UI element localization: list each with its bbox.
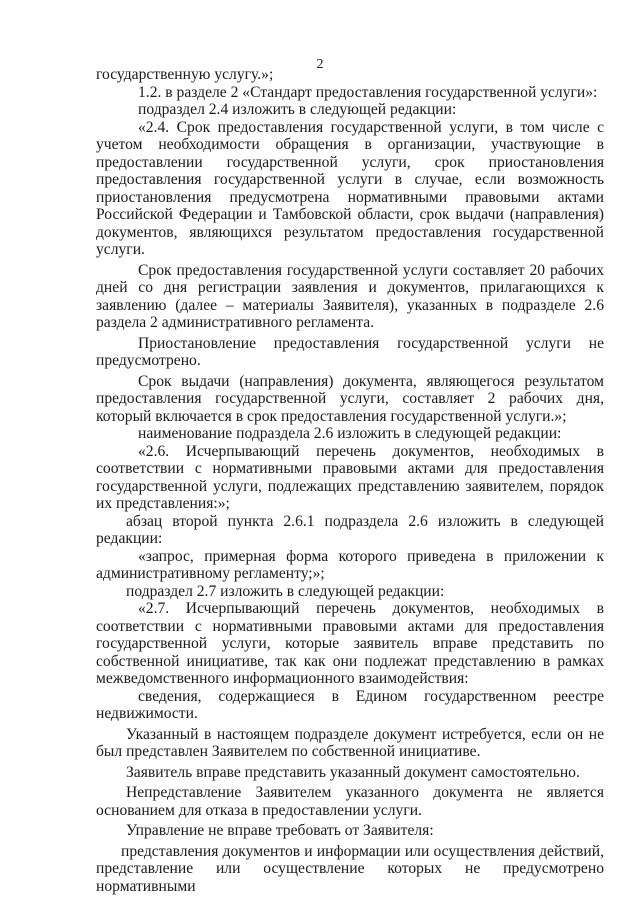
paragraph-4: «2.4. Срок предоставления государственной услуги, в том числе с учетом необходимости обращения в организации, участвующие в предоставлении государственной услуги, срок приостановления предоставления государственной услуги в случае, если возможность приостановления предусмотрена нормативными правовыми актами Российской Федерации и Тамбовской области, срок выдачи (направления) документов, являющихся результатом предоставления государственной услуги.: [96, 118, 604, 258]
paragraph-5: Срок предоставления государственной услуги составляет 20 рабочих дней со дня регистрации заявления и документов, прилагающихся к заявлению (далее – материалы Заявителя), указанных в подразделе 2.6 раздела 2 административного регламента.: [96, 261, 604, 331]
paragraph-6: Приостановление предоставления государственной услуги не предусмотрено.: [96, 334, 604, 369]
paragraph-12: подраздел 2.7 изложить в следующей редакции:: [126, 582, 445, 600]
paragraph-16: Заявитель вправе представить указанный документ самостоятельно.: [126, 763, 580, 781]
page-number: 2: [316, 57, 324, 72]
paragraph-2: 1.2. в разделе 2 «Стандарт предоставления государственной услуги»:: [138, 83, 598, 101]
paragraph-19: представления документов и информации или осуществления действий, представление или осуществление которых не предусмотрено нормативными: [96, 842, 604, 895]
paragraph-9: «2.6. Исчерпывающий перечень документов, необходимых в соответствии с нормативными правовыми актами для предоставления государственной услуги, подлежащих представлению заявителем, порядок их представления:»;: [96, 442, 604, 512]
paragraph-17: Непредставление Заявителем указанного документа не является основанием для отказа в предоставлении услуги.: [96, 784, 604, 819]
document-body: [96, 66, 604, 895]
paragraph-15: Указанный в настоящем подразделе документ истребуется, если он не был представлен Заявителем по собственной инициативе.: [96, 725, 604, 760]
paragraph-3: подраздел 2.4 изложить в следующей редакции:: [138, 101, 457, 118]
paragraph-7: Срок выдачи (направления) документа, являющегося результатом предоставления государственной услуги, составляет 2 рабочих дня, который включается в срок предоставления государственной услуги.»;: [96, 372, 604, 425]
paragraph-14: сведения, содержащиеся в Едином государственном реестре недвижимости.: [96, 687, 604, 722]
paragraph-10: абзац второй пункта 2.6.1 подраздела 2.6 изложить в следующей редакции:: [96, 512, 604, 547]
paragraph-18: Управление не вправе требовать от Заявителя:: [126, 822, 434, 839]
paragraph-8: наименование подраздела 2.6 изложить в следующей редакции:: [138, 425, 562, 442]
paragraph-1: государственную услугу.»;: [96, 66, 274, 83]
paragraph-13: «2.7. Исчерпывающий перечень документов, необходимых в соответствии с нормативными правовыми актами для предоставления государственной услуги, которые заявитель вправе представить по собственной инициативе, так как они подлежат представлению в рамках межведомственного информационного взаимодействия:: [96, 600, 604, 687]
paragraph-11: «запрос, примерная форма которого приведена в приложении к административному регламенту;»;: [96, 547, 604, 582]
